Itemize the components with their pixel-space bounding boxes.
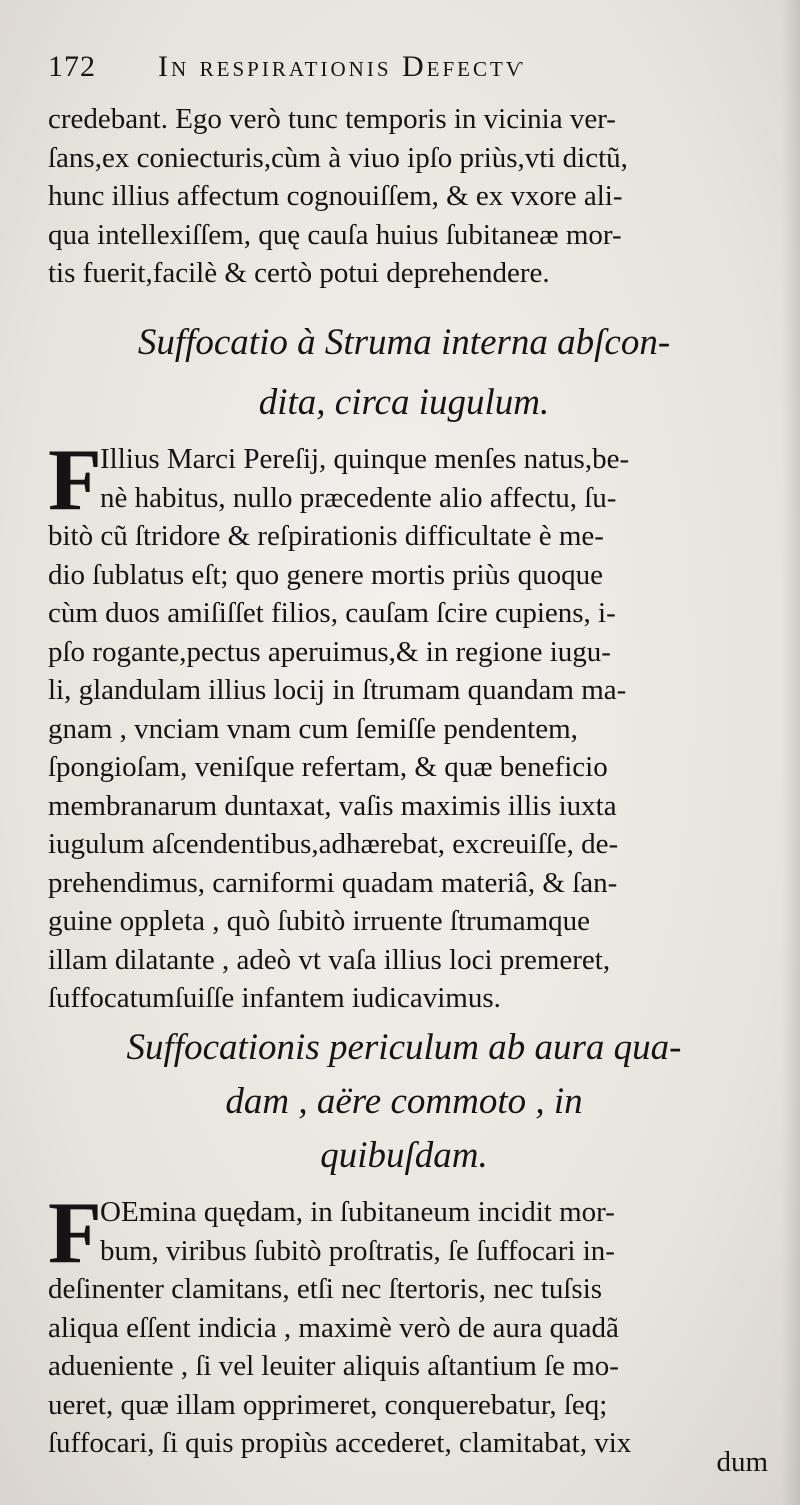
text-line: bum, viribus ſubitò proſtratis, ſe ſuffocari in-	[100, 1234, 615, 1267]
section-title-line: dita, circa iugulum.	[258, 382, 550, 423]
section-2-paragraph	[48, 1185, 764, 1463]
section-title-2	[48, 1025, 760, 1179]
intro-paragraph	[48, 100, 760, 293]
text-line: prehendimus, carniformi quadam materiâ, & ſan-	[48, 866, 618, 899]
text-line: credebant. Ego verò tunc temporis in vicinia ver-	[48, 103, 616, 135]
text-line: tis fuerit,facilè & certò potui deprehendere.	[48, 257, 550, 289]
text-line: membranarum duntaxat, vaſis maximis illis iuxta	[48, 789, 617, 822]
text-line: iugulum aſcendentibus,adhærebat, excreuiſſe, de-	[48, 828, 619, 860]
page-edge-shadow	[782, 0, 800, 1505]
text-line: ſuffocari, ſi quis propiùs accederet, clamitabat, vix	[48, 1427, 632, 1459]
text-line: li, glandulam illius locij in ſtrumam quandam ma-	[48, 674, 627, 706]
text-line: ſpongioſam, veniſque refertam, & quæ beneficio	[48, 751, 608, 783]
drop-cap: F	[48, 432, 102, 529]
text-line: dio ſublatus eſt; quo genere mortis priùs quoque	[48, 558, 603, 591]
section-title-line: dam , aëre commoto , in	[225, 1081, 583, 1122]
section-title-line: Suffocationis periculum ab aura qua-	[126, 1027, 682, 1068]
text-line: aliqua eſſent indicia , maximè verò de aura quadã	[48, 1311, 619, 1344]
section-title-line: quibuſdam.	[320, 1135, 488, 1176]
page-number: 172	[48, 50, 96, 83]
drop-cap: F	[48, 1185, 102, 1282]
running-head: In respirationis Defectѵ	[158, 50, 526, 83]
page-header	[48, 50, 738, 90]
text-line: illam dilatante , adeò vt vaſa illius loci premeret,	[48, 943, 611, 976]
text-line: ueret, quæ illam opprimeret, conquerebatur, ſeq;	[48, 1388, 608, 1421]
text-line: ſuffocatumſuiſſe infantem iudicavimus.	[48, 982, 501, 1014]
text-line: OEmina quędam, in ſubitaneum incidit mor-	[100, 1196, 615, 1228]
text-line: guine oppleta , quò ſubitò irruente ſtrumamque	[48, 905, 591, 937]
catchword: dum	[716, 1446, 768, 1478]
text-line: Illius Marci Pereſij, quinque menſes natus,be-	[100, 443, 630, 475]
text-line: qua intellexiſſem, quę cauſa huius ſubitaneæ mor-	[48, 218, 622, 251]
section-1-paragraph	[48, 432, 764, 1018]
text-line: gnam , vnciam vnam cum ſemiſſe pendentem,	[48, 712, 578, 745]
text-line: bitò cũ ſtridore & reſpirationis difficultate è me-	[48, 520, 604, 552]
text-line: ſans,ex coniecturis,cùm à viuo ipſo priùs,vti dictũ,	[48, 141, 628, 174]
section-title-line: Suffocatio à Struma interna abſcon-	[137, 322, 671, 363]
section-title-1	[48, 320, 760, 426]
text-line: pſo rogante,pectus aperuimus,& in regione iugu-	[48, 635, 611, 668]
text-line: nè habitus, nullo præcedente alio affectu, ſu-	[100, 481, 617, 514]
text-line: adueniente , ſi vel leuiter aliquis aſtantium ſe mo-	[48, 1350, 619, 1382]
text-line: deſinenter clamitans, etſi nec ſtertoris, nec tuſsis	[48, 1273, 603, 1305]
text-line: cùm duos amiſiſſet filios, cauſam ſcire cupiens, i-	[48, 597, 616, 629]
text-line: hunc illius affectum cognouiſſem, & ex vxore ali-	[48, 180, 623, 212]
